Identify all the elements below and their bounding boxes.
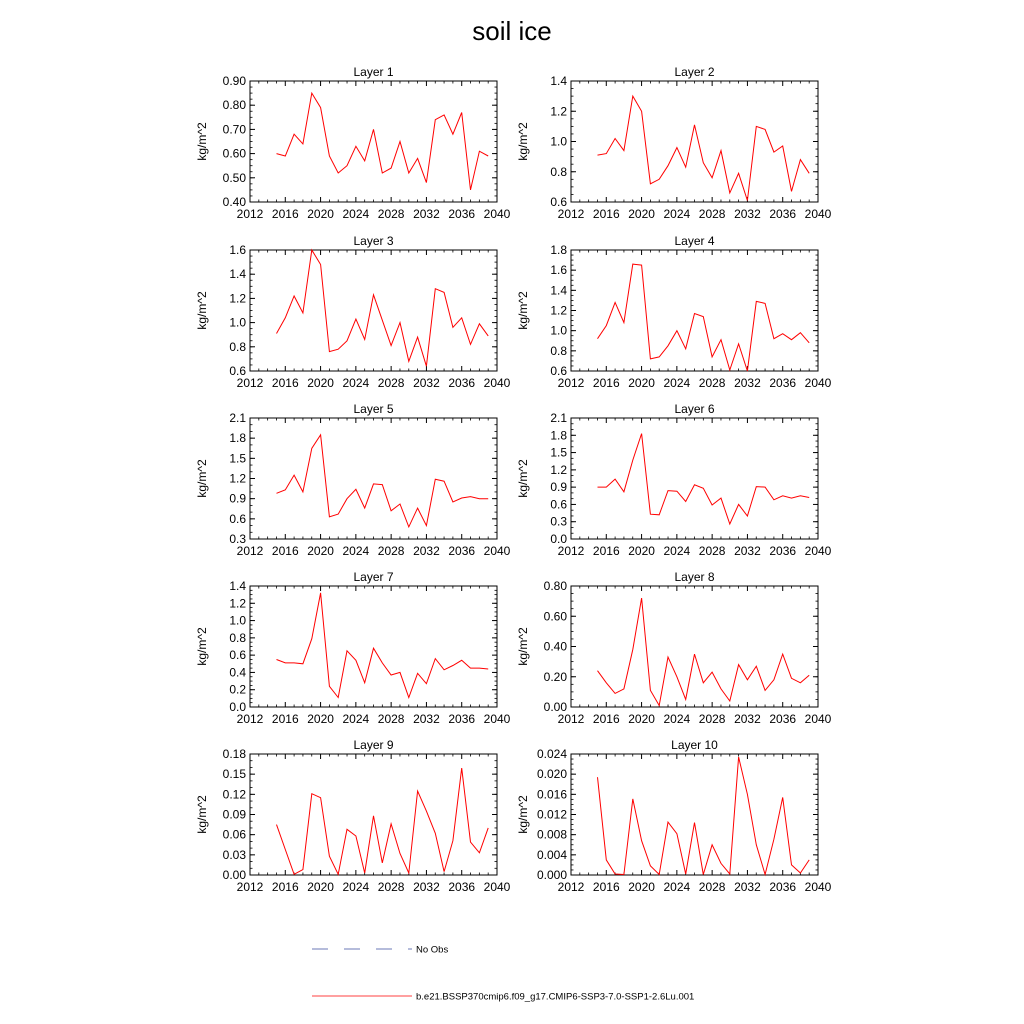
y-tick-label: 0.80 (222, 98, 246, 113)
x-tick-label: 2032 (734, 544, 761, 558)
panel-layer-8 (516, 570, 832, 726)
x-tick-label: 2016 (592, 376, 620, 390)
x-tick-label: 2028 (698, 712, 726, 726)
y-axis-label: kg/m^2 (195, 459, 209, 498)
x-tick-label: 2024 (663, 207, 691, 221)
x-tick-label: 2040 (804, 376, 832, 390)
x-tick-label: 2020 (307, 712, 334, 726)
x-tick-label: 2040 (483, 544, 511, 558)
plot-frame (571, 418, 818, 539)
y-tick-label: 1.4 (229, 267, 246, 282)
x-tick-label: 2024 (342, 880, 370, 894)
x-tick-label: 2040 (483, 376, 511, 390)
x-tick-label: 2040 (483, 712, 511, 726)
x-tick-label: 2028 (698, 880, 726, 894)
panel-layer-3 (195, 234, 511, 390)
x-tick-label: 2024 (663, 880, 691, 894)
y-tick-label: 1.2 (229, 291, 246, 306)
x-tick-label: 2040 (804, 207, 832, 221)
y-tick-label: 0.9 (550, 480, 567, 495)
x-tick-label: 2032 (734, 207, 761, 221)
plot-frame (571, 81, 818, 202)
x-tick-label: 2012 (557, 880, 585, 894)
panel-title: Layer 1 (353, 65, 394, 79)
y-tick-label: 1.6 (229, 243, 246, 257)
plot-frame (571, 586, 818, 707)
x-tick-label: 2040 (804, 544, 832, 558)
x-tick-label: 2028 (377, 207, 405, 221)
y-tick-label: 0.016 (536, 787, 567, 802)
y-axis-label: kg/m^2 (195, 122, 209, 161)
plot-frame (250, 418, 497, 539)
x-tick-label: 2036 (448, 880, 476, 894)
y-tick-label: 0.00 (543, 700, 567, 714)
panel-title: Layer 5 (353, 402, 394, 416)
panel-title: Layer 7 (353, 570, 394, 584)
y-tick-label: 0.60 (543, 609, 567, 624)
x-tick-label: 2012 (557, 544, 585, 558)
x-tick-label: 2020 (628, 376, 655, 390)
x-tick-label: 2016 (271, 544, 299, 558)
x-tick-label: 2036 (769, 544, 797, 558)
y-tick-label: 1.5 (550, 445, 567, 460)
plot-frame (250, 81, 497, 202)
x-tick-label: 2028 (698, 207, 726, 221)
x-tick-label: 2028 (698, 376, 726, 390)
x-tick-label: 2036 (769, 880, 797, 894)
panel-layer-1 (195, 65, 511, 221)
y-tick-label: 1.8 (229, 431, 246, 446)
y-tick-label: 0.20 (543, 669, 567, 684)
x-tick-label: 2020 (307, 544, 334, 558)
x-tick-label: 2016 (592, 544, 620, 558)
y-tick-label: 0.4 (229, 665, 246, 680)
x-tick-label: 2036 (769, 207, 797, 221)
x-tick-label: 2024 (663, 376, 691, 390)
panel-layer-6 (516, 402, 832, 558)
y-tick-label: 0.2 (229, 682, 246, 697)
panel-layer-7 (195, 570, 511, 726)
panel-title: Layer 9 (353, 738, 394, 752)
panel-layer-9 (195, 738, 511, 894)
y-tick-label: 2.1 (229, 411, 246, 425)
panel-layer-2 (516, 65, 832, 221)
y-tick-label: 0.00 (222, 868, 246, 882)
series-line (277, 250, 489, 366)
x-tick-label: 2032 (413, 712, 440, 726)
y-tick-label: 0.020 (536, 767, 567, 782)
x-tick-label: 2012 (236, 207, 264, 221)
x-tick-label: 2032 (413, 207, 440, 221)
x-tick-label: 2036 (769, 376, 797, 390)
y-tick-label: 0.004 (536, 847, 567, 862)
y-tick-label: 0.0 (550, 532, 567, 546)
y-tick-label: 1.2 (550, 462, 567, 477)
y-tick-label: 1.0 (550, 134, 567, 149)
y-tick-label: 0.6 (550, 497, 567, 512)
y-tick-label: 0.90 (222, 74, 246, 88)
y-tick-label: 1.4 (550, 283, 567, 298)
y-tick-label: 0.6 (550, 364, 567, 378)
x-tick-label: 2016 (271, 376, 299, 390)
x-tick-label: 2020 (307, 207, 334, 221)
panel-title: Layer 4 (674, 234, 715, 248)
series-line (277, 768, 489, 874)
x-tick-label: 2024 (342, 207, 370, 221)
x-tick-label: 2020 (307, 376, 334, 390)
x-tick-label: 2028 (377, 712, 405, 726)
x-tick-label: 2036 (448, 376, 476, 390)
x-tick-label: 2040 (804, 880, 832, 894)
y-tick-label: 0.6 (229, 511, 246, 526)
y-axis-label: kg/m^2 (516, 627, 530, 666)
y-tick-label: 2.1 (550, 411, 567, 425)
series-line (277, 435, 489, 527)
y-tick-label: 0.6 (229, 648, 246, 663)
y-tick-label: 0.18 (222, 747, 246, 761)
y-axis-label: kg/m^2 (195, 795, 209, 834)
series-line (277, 93, 489, 190)
y-tick-label: 1.6 (550, 263, 567, 278)
y-axis-label: kg/m^2 (516, 459, 530, 498)
y-tick-label: 1.2 (229, 471, 246, 486)
y-tick-label: 0.024 (536, 747, 567, 761)
panel-layer-10 (516, 738, 832, 894)
panel-title: Layer 8 (674, 570, 715, 584)
y-tick-label: 1.0 (229, 613, 246, 628)
x-tick-label: 2012 (557, 376, 585, 390)
x-tick-label: 2024 (342, 544, 370, 558)
x-tick-label: 2020 (628, 544, 655, 558)
panel-layer-4 (516, 234, 832, 390)
legend-item (312, 945, 448, 956)
x-tick-label: 2020 (628, 880, 655, 894)
y-axis-label: kg/m^2 (195, 627, 209, 666)
series-line (598, 757, 810, 875)
legend-label: b.e21.BSSP370cmip6.f09_g17.CMIP6-SSP3-7.0-SSP1-2.6Lu.001 (416, 991, 695, 1003)
y-axis-label: kg/m^2 (195, 291, 209, 330)
x-tick-label: 2016 (271, 712, 299, 726)
y-tick-label: 0.12 (222, 787, 246, 802)
x-tick-label: 2040 (483, 880, 511, 894)
x-tick-label: 2012 (236, 376, 264, 390)
x-tick-label: 2028 (377, 544, 405, 558)
x-tick-label: 2028 (377, 376, 405, 390)
x-tick-label: 2024 (663, 544, 691, 558)
y-tick-label: 0.60 (222, 146, 246, 161)
y-tick-label: 0.0 (229, 700, 246, 714)
y-axis-label: kg/m^2 (516, 291, 530, 330)
plot-frame (250, 754, 497, 875)
y-tick-label: 1.4 (550, 74, 567, 88)
x-tick-label: 2032 (413, 376, 440, 390)
series-line (598, 264, 810, 371)
x-tick-label: 2016 (592, 880, 620, 894)
x-tick-label: 2012 (236, 712, 264, 726)
plot-frame (571, 250, 818, 371)
x-tick-label: 2036 (448, 207, 476, 221)
legend (312, 945, 694, 1003)
series-line (277, 593, 489, 698)
y-tick-label: 0.03 (222, 847, 246, 862)
y-tick-label: 0.012 (536, 807, 567, 822)
x-tick-label: 2040 (483, 207, 511, 221)
x-tick-label: 2024 (342, 712, 370, 726)
panel-title: Layer 2 (674, 65, 715, 79)
y-tick-label: 0.9 (229, 491, 246, 506)
x-tick-label: 2012 (557, 207, 585, 221)
y-tick-label: 0.3 (550, 514, 567, 529)
y-tick-label: 1.2 (229, 596, 246, 611)
series-line (598, 434, 810, 524)
x-tick-label: 2024 (663, 712, 691, 726)
x-tick-label: 2036 (769, 712, 797, 726)
x-tick-label: 2012 (236, 880, 264, 894)
x-tick-label: 2012 (557, 712, 585, 726)
x-tick-label: 2016 (271, 207, 299, 221)
x-tick-label: 2020 (307, 880, 334, 894)
y-tick-label: 1.2 (550, 104, 567, 119)
x-tick-label: 2032 (413, 880, 440, 894)
y-tick-label: 0.6 (229, 364, 246, 378)
x-tick-label: 2032 (734, 880, 761, 894)
y-axis-label: kg/m^2 (516, 795, 530, 834)
x-tick-label: 2032 (734, 712, 761, 726)
x-tick-label: 2020 (628, 207, 655, 221)
y-tick-label: 1.2 (550, 303, 567, 318)
y-tick-label: 0.15 (222, 767, 246, 782)
x-tick-label: 2028 (698, 544, 726, 558)
x-tick-label: 2036 (448, 544, 476, 558)
x-tick-label: 2036 (448, 712, 476, 726)
y-tick-label: 0.8 (229, 339, 246, 354)
y-tick-label: 0.40 (222, 195, 246, 209)
plot-frame (250, 586, 497, 707)
x-tick-label: 2012 (236, 544, 264, 558)
panel-title: Layer 10 (671, 738, 718, 752)
legend-item (312, 992, 694, 1003)
plot-frame (571, 754, 818, 875)
y-tick-label: 1.0 (229, 315, 246, 330)
x-tick-label: 2028 (377, 880, 405, 894)
y-tick-label: 1.4 (229, 579, 246, 593)
y-tick-label: 0.40 (543, 639, 567, 654)
y-tick-label: 1.8 (550, 428, 567, 443)
plot-frame (250, 250, 497, 371)
y-tick-label: 0.000 (536, 868, 567, 882)
x-tick-label: 2032 (734, 376, 761, 390)
y-tick-label: 0.3 (229, 532, 246, 546)
x-tick-label: 2016 (271, 880, 299, 894)
panel-layer-5 (195, 402, 511, 558)
y-tick-label: 0.50 (222, 170, 246, 185)
y-tick-label: 0.8 (229, 630, 246, 645)
y-tick-label: 0.008 (536, 827, 567, 842)
x-tick-label: 2016 (592, 207, 620, 221)
y-tick-label: 0.80 (543, 579, 567, 593)
x-tick-label: 2020 (628, 712, 655, 726)
legend-label: No Obs (416, 944, 449, 956)
y-axis-label: kg/m^2 (516, 122, 530, 161)
y-tick-label: 0.09 (222, 807, 246, 822)
panel-title: Layer 3 (353, 234, 394, 248)
series-line (598, 96, 810, 200)
y-tick-label: 1.0 (550, 323, 567, 338)
x-tick-label: 2040 (804, 712, 832, 726)
series-line (598, 598, 810, 705)
panel-title: Layer 6 (674, 402, 715, 416)
y-tick-label: 0.06 (222, 827, 246, 842)
x-tick-label: 2024 (342, 376, 370, 390)
x-tick-label: 2016 (592, 712, 620, 726)
chart-title: soil ice (472, 16, 552, 46)
y-tick-label: 1.8 (550, 243, 567, 257)
x-tick-label: 2032 (413, 544, 440, 558)
y-tick-label: 0.70 (222, 122, 246, 137)
y-tick-label: 0.8 (550, 343, 567, 358)
y-tick-label: 1.5 (229, 451, 246, 466)
y-tick-label: 0.6 (550, 195, 567, 209)
y-tick-label: 0.8 (550, 164, 567, 179)
